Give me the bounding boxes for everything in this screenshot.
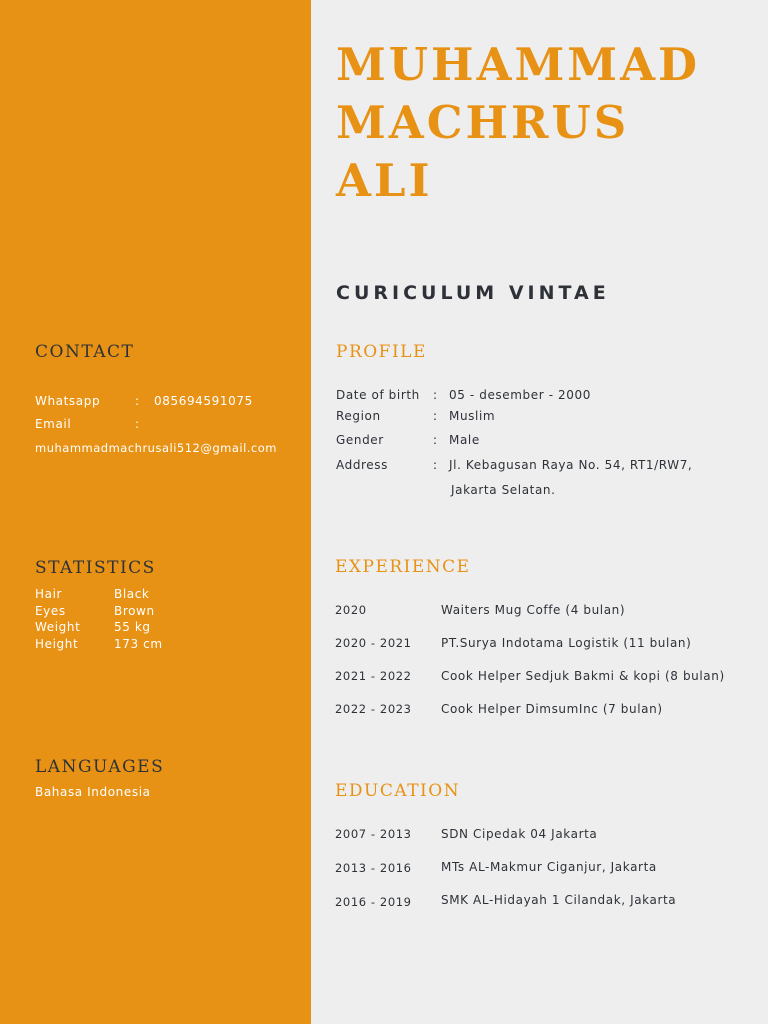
experience-desc: Cook Helper DimsumInc (7 bulan) (441, 702, 663, 716)
experience-heading: EXPERIENCE (335, 557, 471, 577)
whatsapp-value: 085694591075 (154, 394, 253, 408)
profile-heading: PROFILE (336, 342, 427, 362)
stat-label-hair: Hair (35, 587, 63, 601)
profile-label-region: Region (336, 409, 381, 423)
experience-desc: PT.Surya Indotama Logistik (11 bulan) (441, 636, 692, 650)
education-desc: SMK AL-Hidayah 1 Cilandak, Jakarta (441, 893, 677, 907)
email-separator: : (135, 417, 140, 431)
profile-value-gender: Male (449, 433, 480, 447)
education-period: 2016 - 2019 (335, 895, 412, 909)
profile-value-address: Jl. Kebagusan Raya No. 54, RT1/RW7, (449, 458, 693, 472)
experience-period: 2022 - 2023 (335, 702, 412, 716)
education-period: 2007 - 2013 (335, 827, 412, 841)
profile-sep-gender: : (433, 433, 438, 447)
name-line-3: ALI (336, 154, 433, 207)
experience-period: 2020 - 2021 (335, 636, 412, 650)
profile-sep-region: : (433, 409, 438, 423)
document-subtitle: CURICULUM VINTAE (336, 282, 610, 304)
whatsapp-label: Whatsapp (35, 394, 101, 408)
whatsapp-separator: : (135, 394, 140, 408)
languages-heading: LANGUAGES (35, 757, 165, 777)
name-line-1: MUHAMMAD (336, 38, 701, 91)
education-heading: EDUCATION (335, 781, 461, 801)
profile-value-region: Muslim (449, 409, 496, 423)
profile-value-address-cont: Jakarta Selatan. (451, 483, 556, 497)
statistics-heading: STATISTICS (35, 558, 156, 578)
stat-value-hair: Black (114, 587, 150, 601)
stat-label-eyes: Eyes (35, 604, 66, 618)
stat-value-eyes: Brown (114, 604, 155, 618)
profile-label-address: Address (336, 458, 388, 472)
experience-desc: Waiters Mug Coffe (4 bulan) (441, 603, 626, 617)
stat-value-weight: 55 kg (114, 620, 151, 634)
contact-heading: CONTACT (35, 342, 135, 362)
profile-label-gender: Gender (336, 433, 384, 447)
profile-sep-address: : (433, 458, 438, 472)
stat-label-height: Height (35, 637, 79, 651)
email-label: Email (35, 417, 72, 431)
language-item: Bahasa Indonesia (35, 785, 151, 799)
email-value: muhammadmachrusali512@gmail.com (35, 441, 277, 455)
education-desc: MTs AL-Makmur Ciganjur, Jakarta (441, 860, 657, 874)
name-line-2: MACHRUS (336, 96, 630, 149)
experience-desc: Cook Helper Sedjuk Bakmi & kopi (8 bulan) (441, 669, 725, 683)
profile-label-dob: Date of birth (336, 388, 420, 402)
experience-period: 2020 (335, 603, 367, 617)
experience-period: 2021 - 2022 (335, 669, 412, 683)
stat-label-weight: Weight (35, 620, 81, 634)
profile-value-dob: 05 - desember - 2000 (449, 388, 591, 402)
profile-sep-dob: : (433, 388, 438, 402)
stat-value-height: 173 cm (114, 637, 163, 651)
full-name (336, 36, 700, 210)
sidebar (0, 0, 311, 1024)
education-desc: SDN Cipedak 04 Jakarta (441, 827, 598, 841)
education-period: 2013 - 2016 (335, 861, 412, 875)
